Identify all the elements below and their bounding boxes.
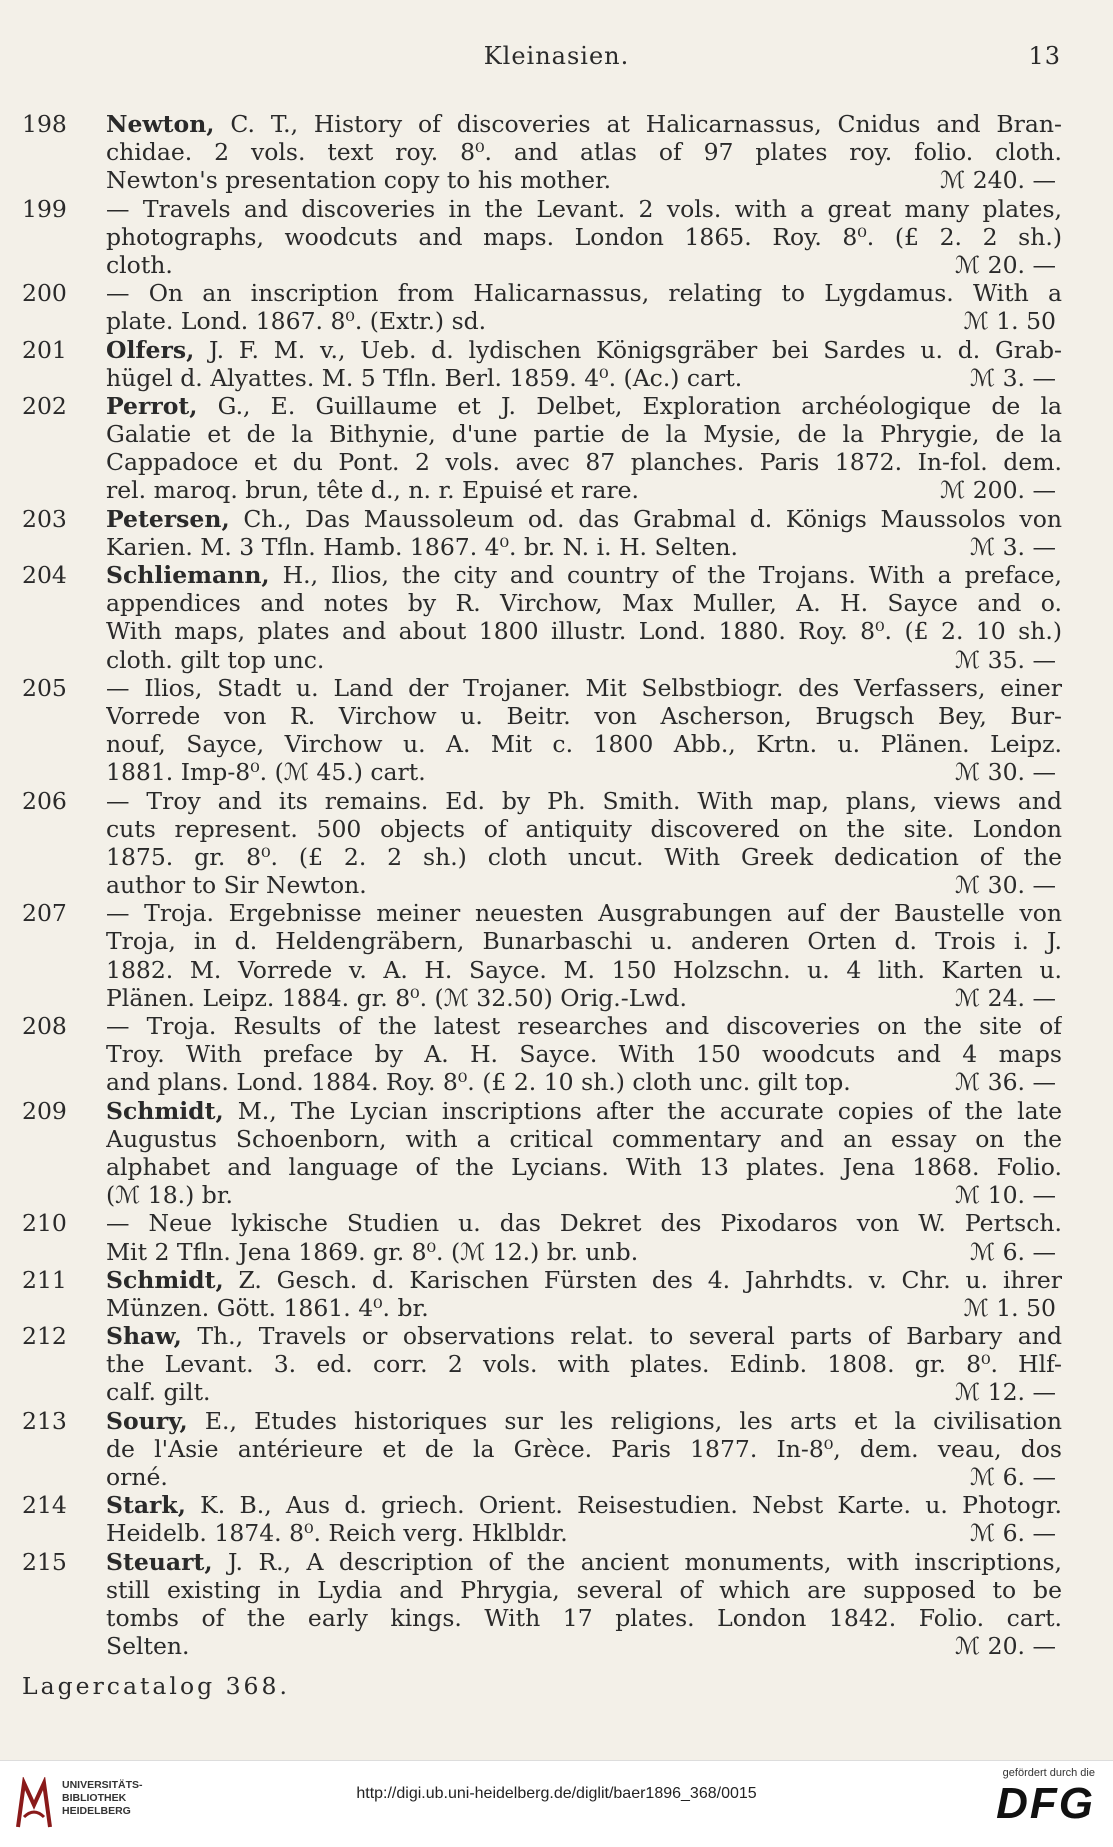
entry-line	[106, 279, 1062, 307]
entry-text: appendices and notes by R. Virchow, Max Muller, A. H. Sayce and o.	[106, 589, 1062, 618]
entry-text: G., E. Guillaume et J. Delbet, Exploration archéologique de la	[217, 391, 1062, 420]
entry-text: rel. maroq. brun, tête d., n. r. Epuisé et rare.	[106, 476, 639, 505]
entry-line	[106, 1012, 1062, 1040]
entry-text: plate. Lond. 1867. 8⁰. (Extr.) sd.	[106, 307, 487, 336]
entry-number: 213	[22, 1406, 67, 1435]
entry-line	[106, 843, 1062, 871]
entry-line	[106, 927, 1062, 955]
entry-number: 200	[22, 279, 67, 308]
entry-number: 209	[22, 1096, 67, 1125]
catalog-entry	[22, 1548, 1062, 1661]
entry-line	[106, 730, 1062, 758]
dfg-wordmark: DFG	[996, 1779, 1095, 1828]
library-logo[interactable]	[14, 1773, 154, 1835]
entry-text: cuts represent. 500 objects of antiquity discovered on the site. London	[106, 814, 1062, 843]
entry-line	[106, 138, 1062, 166]
catalog-entry	[22, 787, 1062, 900]
entry-text: — On an inscription from Halicarnassus, relating to Lygdamus. With a	[106, 279, 1062, 308]
entry-price: ℳ 200. —	[940, 476, 1056, 505]
entry-price: ℳ 12. —	[955, 1378, 1056, 1407]
catalog-entry	[22, 1407, 1062, 1492]
catalog-entry	[22, 336, 1062, 392]
entry-text: — Travels and discoveries in the Levant. 2 vols. with a great many plates,	[106, 194, 1062, 223]
entry-line	[106, 617, 1062, 645]
entry-line	[106, 1294, 1062, 1322]
catalog-entry	[22, 195, 1062, 280]
entry-line	[106, 1125, 1062, 1153]
entry-text: cloth. gilt top unc.	[106, 645, 325, 674]
entry-text: Newton's presentation copy to his mother.	[106, 166, 612, 195]
entry-number: 199	[22, 194, 67, 223]
entry-line	[106, 1266, 1062, 1294]
catalog-entry	[22, 279, 1062, 335]
entry-line	[106, 1040, 1062, 1068]
entry-line	[106, 984, 1062, 1012]
catalog-entry	[22, 1491, 1062, 1547]
entry-price: ℳ 30. —	[955, 758, 1056, 787]
entry-text: and plans. Lond. 1884. Roy. 8⁰. (£ 2. 10 sh.) cloth unc. gilt top.	[106, 1068, 851, 1097]
entry-text: Th., Travels or observations relat. to several parts of Barbary and	[197, 1322, 1062, 1351]
entry-number: 207	[22, 899, 67, 928]
entry-price: ℳ 20. —	[955, 1632, 1056, 1661]
entry-price: ℳ 20. —	[955, 250, 1056, 279]
entry-number: 202	[22, 391, 67, 420]
entry-text: Z. Gesch. d. Karischen Fürsten des 4. Jahrhdts. v. Chr. u. ihrer	[238, 1265, 1062, 1294]
entry-number: 206	[22, 786, 67, 815]
catalog-entry	[22, 110, 1062, 195]
entry-text: J. R., A description of the ancient monuments, with inscriptions,	[227, 1547, 1062, 1576]
entry-text: Münzen. Gött. 1861. 4⁰. br.	[106, 1293, 429, 1322]
entry-text: — Ilios, Stadt u. Land der Trojaner. Mit Selbstbiogr. des Verfassers, einer	[106, 673, 1062, 702]
entry-price: ℳ 1. 50	[963, 1293, 1056, 1322]
entry-line	[106, 787, 1062, 815]
entry-line	[106, 1407, 1062, 1435]
entry-line	[106, 336, 1062, 364]
entry-line	[106, 476, 1062, 504]
catalog-entry	[22, 392, 1062, 505]
entry-author: Schmidt,	[106, 1265, 224, 1294]
source-url[interactable]: http://digi.ub.uni-heidelberg.de/diglit/baer1896_368/0015	[356, 1785, 757, 1802]
entry-text: orné.	[106, 1463, 168, 1491]
entry-text: Galatie et de la Bithynie, d'une partie de la Mysie, de la Phrygie, de la	[106, 420, 1062, 449]
entry-line	[106, 1519, 1062, 1547]
entry-price: ℳ 240. —	[940, 166, 1056, 195]
entry-line	[106, 1238, 1062, 1266]
entry-text: E., Etudes historiques sur les religions, les arts et la civilisation	[204, 1406, 1062, 1435]
dfg-logo[interactable]	[975, 1767, 1095, 1841]
entry-line	[106, 561, 1062, 589]
catalog-entry	[22, 674, 1062, 787]
entry-price: ℳ 30. —	[955, 871, 1056, 900]
catalog-entry	[22, 1322, 1062, 1407]
entry-line	[106, 1350, 1062, 1378]
entry-line	[106, 1491, 1062, 1519]
catalog-entry	[22, 899, 1062, 1012]
entry-line	[106, 1068, 1062, 1096]
entry-text: cloth.	[106, 250, 173, 279]
entry-text: — Troja. Ergebnisse meiner neuesten Ausgrabungen auf der Baustelle von	[106, 899, 1062, 928]
entry-price: ℳ 1. 50	[963, 307, 1056, 336]
running-head-title: Kleinasien.	[483, 42, 630, 70]
entry-number: 198	[22, 110, 67, 138]
funding-text: gefördert durch die	[1002, 1767, 1095, 1779]
entry-price: ℳ 10. —	[955, 1181, 1056, 1210]
entry-line	[106, 1181, 1062, 1209]
entry-line	[106, 646, 1062, 674]
entry-number: 204	[22, 561, 67, 589]
entry-author: Schliemann,	[106, 561, 270, 589]
entry-line	[106, 1322, 1062, 1350]
entry-line	[106, 505, 1062, 533]
entry-text: 1875. gr. 8⁰. (£ 2. 2 sh.) cloth uncut. With Greek dedication of the	[106, 842, 1062, 871]
entry-text: Karien. M. 3 Tfln. Hamb. 1867. 4⁰. br. N. i. H. Selten.	[106, 532, 738, 561]
entry-line	[106, 392, 1062, 420]
entry-text: Heidelb. 1874. 8⁰. Reich verg. Hklbldr.	[106, 1519, 568, 1548]
entry-text: the Levant. 3. ed. corr. 2 vols. with plates. Edinb. 1808. gr. 8⁰. Hlf-	[106, 1350, 1062, 1379]
catalog-entry	[22, 1012, 1062, 1097]
entry-line	[106, 702, 1062, 730]
entry-text: 1881. Imp-8⁰. (ℳ 45.) cart.	[106, 758, 426, 787]
running-head	[0, 38, 1113, 74]
entry-text: 1882. M. Vorrede v. A. H. Sayce. M. 150 Holzschn. u. 4 lith. Karten u.	[106, 955, 1062, 984]
entry-author: Soury,	[106, 1406, 188, 1435]
entry-line	[106, 448, 1062, 476]
entry-price: ℳ 6. —	[970, 1237, 1056, 1266]
entry-text: Ch., Das Maussoleum od. das Grabmal d. Königs Maussolos von	[243, 504, 1062, 533]
entry-line	[106, 1435, 1062, 1463]
entry-text: hügel d. Alyattes. M. 5 Tfln. Berl. 1859. 4⁰. (Ac.) cart.	[106, 363, 743, 392]
entry-text: still existing in Lydia and Phrygia, several of which are supposed to be	[106, 1575, 1062, 1604]
entry-text: alphabet and language of the Lycians. With 13 plates. Jena 1868. Folio.	[106, 1152, 1062, 1181]
entry-number: 201	[22, 335, 67, 364]
entry-line	[106, 1548, 1062, 1576]
entry-line	[106, 420, 1062, 448]
entry-number: 211	[22, 1265, 67, 1294]
entry-text: Mit 2 Tfln. Jena 1869. gr. 8⁰. (ℳ 12.) br. unb.	[106, 1237, 639, 1266]
entry-price: ℳ 24. —	[955, 983, 1056, 1012]
entry-line	[106, 815, 1062, 843]
entry-text: — Neue lykische Studien u. das Dekret des Pixodaros von W. Pertsch.	[106, 1209, 1062, 1238]
catalog-entry	[22, 1266, 1062, 1322]
entry-line	[106, 533, 1062, 561]
entry-price: ℳ 6. —	[970, 1519, 1056, 1548]
entry-line	[106, 589, 1062, 617]
entry-text: — Troja. Results of the latest researches and discoveries on the site of	[106, 1012, 1062, 1040]
entry-line	[106, 1463, 1062, 1491]
entry-author: Perrot,	[106, 391, 198, 420]
entry-line	[106, 1097, 1062, 1125]
entry-price: ℳ 3. —	[970, 363, 1056, 392]
entry-number: 203	[22, 504, 67, 533]
entry-line	[106, 1576, 1062, 1604]
entry-number: 214	[22, 1491, 67, 1520]
entry-text: K. B., Aus d. griech. Orient. Reisestudien. Nebst Karte. u. Photogr.	[200, 1491, 1062, 1520]
entry-text: With maps, plates and about 1800 illustr. Lond. 1880. Roy. 8⁰. (£ 2. 10 sh.)	[106, 617, 1062, 646]
entry-number: 208	[22, 1012, 67, 1040]
entry-text: Plänen. Leipz. 1884. gr. 8⁰. (ℳ 32.50) Orig.-Lwd.	[106, 983, 687, 1012]
entry-text: — Troy and its remains. Ed. by Ph. Smith. With map, plans, views and	[106, 786, 1062, 815]
entry-text: Troja, in d. Heldengräbern, Bunarbaschi u. anderen Orten d. Trois i. J.	[106, 927, 1062, 956]
entry-text: C. T., History of discoveries at Halicarnassus, Cnidus and Bran-	[230, 110, 1062, 138]
entry-line	[106, 1153, 1062, 1181]
library-logo-line: HEIDELBERG	[62, 1805, 131, 1817]
entry-line	[106, 110, 1062, 138]
entry-line	[106, 1209, 1062, 1237]
entry-text: author to Sir Newton.	[106, 871, 367, 900]
entry-number: 205	[22, 673, 67, 702]
entry-text: J. F. M. v., Ueb. d. lydischen Königsgräber bei Sardes u. d. Grab-	[209, 335, 1062, 364]
page-number: 13	[1028, 42, 1061, 70]
entry-text: nouf, Sayce, Virchow u. A. Mit c. 1800 Abb., Krtn. u. Plänen. Leipz.	[106, 730, 1062, 759]
entry-price: ℳ 3. —	[970, 532, 1056, 561]
catalog-footer: Lagercatalog 368.	[22, 1672, 290, 1700]
library-logo-line: UNIVERSITÄTS-	[62, 1779, 143, 1791]
entry-price: ℳ 36. —	[955, 1068, 1056, 1097]
library-logo-line: BIBLIOTHEK	[62, 1792, 127, 1804]
catalog-entry	[22, 1097, 1062, 1210]
entry-line	[106, 899, 1062, 927]
viewer-footer	[0, 1760, 1113, 1847]
entry-text: Cappadoce et du Pont. 2 vols. avec 87 planches. Paris 1872. In-fol. dem.	[106, 448, 1062, 477]
entry-line	[106, 871, 1062, 899]
entry-author: Petersen,	[106, 504, 230, 533]
entry-text: calf. gilt.	[106, 1378, 211, 1407]
entry-price: ℳ 6. —	[970, 1463, 1056, 1491]
entry-line	[106, 758, 1062, 786]
entry-line	[106, 1378, 1062, 1406]
catalog-entry	[22, 1209, 1062, 1265]
entry-text: M., The Lycian inscriptions after the accurate copies of the late	[237, 1096, 1062, 1125]
entry-text: H., Ilios, the city and country of the Trojans. With a preface,	[282, 561, 1062, 589]
entry-line	[106, 251, 1062, 279]
entry-line	[106, 223, 1062, 251]
entry-line	[106, 195, 1062, 223]
entry-line	[106, 1632, 1062, 1660]
entry-text: Vorrede von R. Virchow u. Beitr. von Ascherson, Brugsch Bey, Bur-	[106, 701, 1062, 730]
entry-line	[106, 307, 1062, 335]
entry-text: Troy. With preface by A. H. Sayce. With 150 woodcuts and 4 maps	[106, 1040, 1062, 1069]
entry-text: (ℳ 18.) br.	[106, 1181, 233, 1210]
entry-text: tombs of the early kings. With 17 plates. London 1842. Folio. cart.	[106, 1603, 1062, 1632]
entry-author: Newton,	[106, 110, 215, 138]
entry-author: Steuart,	[106, 1547, 213, 1576]
entry-text: de l'Asie antérieure et de la Grèce. Paris 1877. In-8⁰, dem. veau, dos	[106, 1434, 1062, 1463]
entry-text: Augustus Schoenborn, with a critical commentary and an essay on the	[106, 1124, 1062, 1153]
entry-line	[106, 364, 1062, 392]
entry-author: Stark,	[106, 1491, 186, 1520]
catalog-entry	[22, 561, 1062, 674]
entry-line	[106, 166, 1062, 194]
entry-number: 215	[22, 1547, 67, 1576]
entry-text: chidae. 2 vols. text roy. 8⁰. and atlas of 97 plates roy. folio. cloth.	[106, 138, 1062, 167]
entry-number: 210	[22, 1209, 67, 1238]
catalog-entry	[22, 505, 1062, 561]
entry-line	[106, 674, 1062, 702]
entry-text: Selten.	[106, 1632, 190, 1661]
entry-text: photographs, woodcuts and maps. London 1865. Roy. 8⁰. (£ 2. 2 sh.)	[106, 222, 1062, 251]
entry-author: Shaw,	[106, 1322, 182, 1351]
entry-number: 212	[22, 1322, 67, 1351]
catalog-entries	[22, 110, 1062, 1660]
entry-author: Olfers,	[106, 335, 195, 364]
entry-line	[106, 1604, 1062, 1632]
entry-price: ℳ 35. —	[955, 645, 1056, 674]
entry-line	[106, 956, 1062, 984]
entry-author: Schmidt,	[106, 1096, 224, 1125]
